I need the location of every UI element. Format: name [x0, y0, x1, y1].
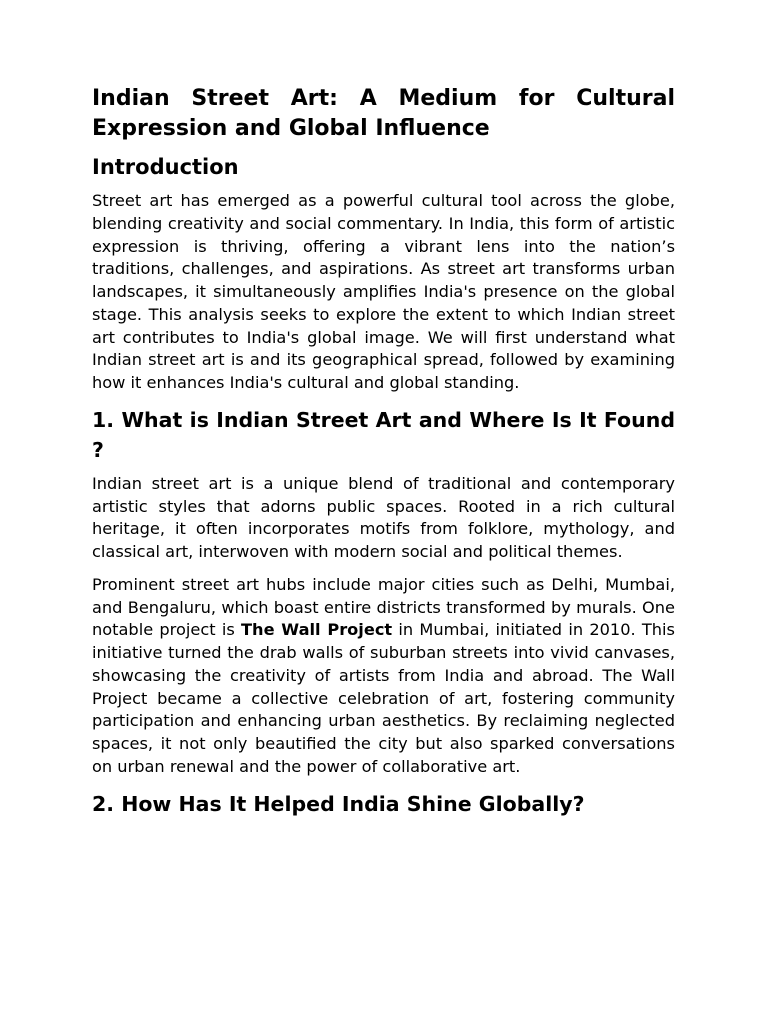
section2-heading: 2. How Has It Helped India Shine Globally? — [92, 791, 585, 816]
section1-paragraph2-after: in Mumbai, initiated in 2010. This initiative turned the drab walls of suburban streets into vivid canvases, showcasing the creativity of artists from India and abroad. The Wall Project became a collective celebration of art, fostering community participation and enhancing urban aesthetics. By reclaiming neglected spaces, it not only beautified the city but also sparked conversations on urban renewal and the power of collaborative art. — [92, 620, 675, 776]
intro-heading: Introduction — [92, 155, 239, 179]
wall-project-bold: The Wall Project — [241, 620, 393, 640]
section1-paragraph2 — [92, 574, 675, 779]
document-page — [92, 84, 675, 827]
section1-heading: 1. What is Indian Street Art and Where Is It Found ? — [92, 407, 675, 462]
section1-paragraph1: Indian street art is a unique blend of traditional and contemporary artistic styles that adorns public spaces. Rooted in a rich cultural heritage, it often incorporates motifs from folklore, mythology, and classical art, interwoven with modern social and political themes. — [92, 473, 675, 561]
document-title: Indian Street Art: A Medium for Cultural Expression and Global Influence — [92, 86, 675, 141]
section1-paragraph2-before: Prominent street art hubs include major cities such as Delhi, Mumbai, and Bengaluru, which boast entire districts transformed by murals. One notable project is — [92, 574, 675, 640]
intro-paragraph: Street art has emerged as a powerful cultural tool across the globe, blending creativity and social commentary. In India, this form of artistic expression is thriving, offering a vibrant lens into the nation’s traditions, challenges, and aspirations. As street art transforms urban landscapes, it simultaneously amplifies India's presence on the global stage. This analysis seeks to explore the extent to which Indian street art contributes to India's global image. We will first understand what Indian street art is and its geographical spread, followed by examining how it enhances India's cultural and global standing. — [92, 191, 675, 392]
